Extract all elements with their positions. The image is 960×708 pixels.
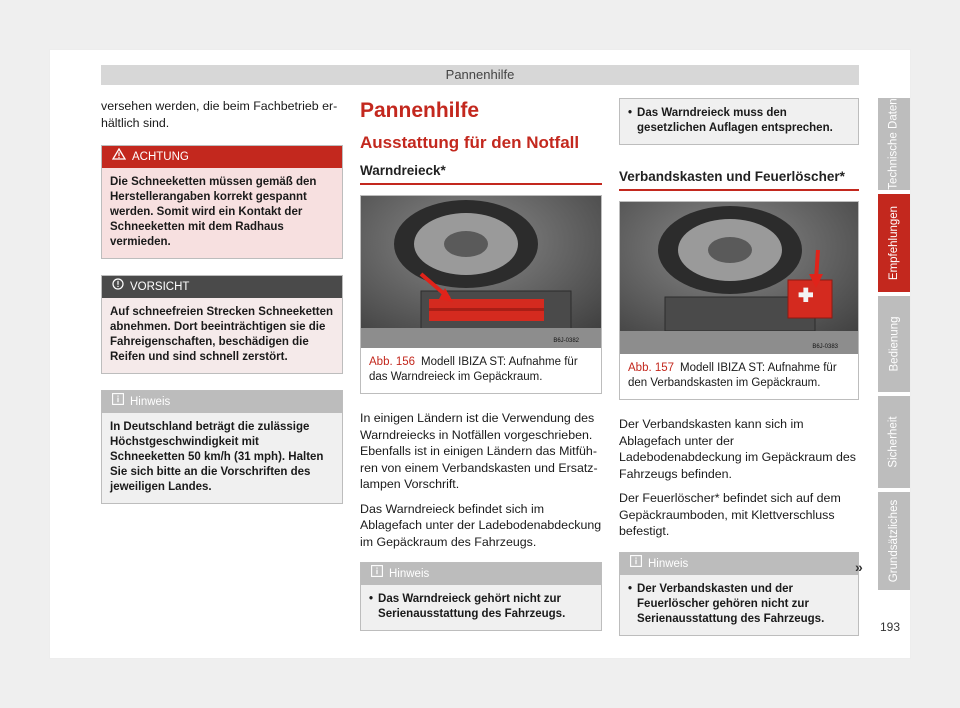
column-right	[619, 98, 859, 636]
vorsicht-text: Auf schneefreien Strecken Schneeketten abnehmen. Dort beeinträchtigen sie die Fahreigenschaften, beschädigen die Reifen und sind schnell zerstört.	[102, 298, 342, 373]
paragraph-warndreieck-2: Das Warndreieck befindet sich im Ablagefach unter der Ladebodenabdeckung im Gepäckraum des Fahrzeugs.	[360, 501, 602, 549]
hinweis-text-middle: Das Warndreieck gehört nicht zur Serienausstattung des Fahrzeugs.	[378, 593, 566, 620]
hinweis-box-right	[619, 552, 859, 636]
hinweis-item-right	[620, 575, 858, 635]
warndreieck-heading: Warndreieck*	[360, 163, 602, 185]
hinweis-item-middle	[361, 585, 601, 630]
hinweis-header-middle	[361, 563, 601, 585]
figure-157	[619, 201, 859, 400]
column-left	[101, 98, 343, 504]
vorsicht-header	[102, 276, 342, 298]
warndreieck-note-item	[620, 99, 858, 144]
hinweis-box-left	[101, 390, 343, 504]
info-icon	[630, 553, 642, 575]
achtung-header	[102, 146, 342, 168]
vorsicht-box	[101, 275, 343, 374]
figure-code-157: B6J-0383	[812, 344, 838, 350]
tab-grundsaetzliches[interactable]	[878, 492, 910, 590]
hinweis-label-left: Hinweis	[130, 396, 171, 408]
achtung-text: Die Schneeketten müssen gemäß den Herstellerangaben korrekt gespannt werden. Somit wird ein Kontakt der Schneeketten mit dem Radhaus vermieden.	[102, 168, 342, 258]
hinweis-text-left: In Deutschland beträgt die zulässige Höchstgeschwindigkeit mit Schneeketten 50 km/h (31 mph). Halten Sie sich bitte an die Vorschriften des jeweiligen Landes.	[102, 413, 342, 503]
tab-technische-daten[interactable]	[878, 98, 910, 190]
figure-code-156: B6J-0382	[553, 338, 579, 344]
hinweis-label-right: Hinweis	[648, 557, 689, 570]
figure-157-caption-text: Modell IBIZA ST: Aufnahme für den Verbandskasten im Gepäckraum.	[628, 362, 837, 389]
section-title: Pannenhilfe	[360, 99, 480, 122]
verbandskasten-heading: Verbandskasten und Feuerlöscher*	[619, 169, 859, 191]
column-middle	[360, 98, 602, 631]
warning-triangle-icon	[112, 146, 126, 168]
figure-156-caption	[361, 348, 601, 393]
tab-empfehlungen[interactable]	[878, 194, 910, 292]
section-subtitle: Ausstattung für den Notfall	[360, 133, 580, 152]
paragraph-verbandskasten-2: Der Feuerlöscher* befindet sich auf dem Gepäckraumboden, mit Klettverschluss befestigt.	[619, 491, 841, 538]
info-icon	[112, 391, 124, 413]
tab-sicherheit[interactable]	[878, 396, 910, 488]
info-icon	[371, 563, 383, 585]
page-number: 193	[880, 620, 901, 634]
bullet-mark: •	[628, 107, 633, 119]
vorsicht-label: VORSICHT	[130, 281, 190, 293]
figure-157-label: Abb. 157	[628, 362, 675, 374]
paragraph-warndreieck-1: In einigen Ländern ist die Verwendung des Warndreiecks in Notfällen vorgeschrieben. Ebenfalls ist in einigen Ländern das Mitführen von einem Verbandskasten und Ersatzlampen Vorschrift.	[360, 411, 598, 491]
hinweis-header-right	[620, 553, 858, 575]
tab-label: Empfehlungen	[888, 205, 901, 281]
hinweis-box-middle	[360, 562, 602, 631]
figure-157-caption	[620, 354, 858, 399]
achtung-label: ACHTUNG	[132, 151, 189, 163]
figure-156-caption-text: Modell IBIZA ST: Aufnahme für das Warndreieck im Gepäckraum.	[369, 356, 578, 383]
tab-bedienung[interactable]	[878, 296, 910, 392]
bullet-mark: •	[628, 582, 633, 595]
figure-156-label: Abb. 156	[369, 356, 416, 368]
caution-circle-icon	[112, 276, 124, 298]
bullet-mark: •	[369, 593, 374, 605]
hinweis-header-left	[102, 391, 342, 413]
figure-156	[360, 195, 602, 394]
intro-text: versehen werden, die beim Fachbetrieb erhältlich sind.	[101, 99, 338, 130]
running-header: Pannenhilfe	[101, 65, 859, 85]
tab-label: Sicherheit	[888, 416, 901, 468]
tab-label: Grundsätzliches	[888, 499, 900, 583]
tab-label: Technische Daten	[888, 98, 901, 190]
hinweis-label-middle: Hinweis	[389, 568, 430, 580]
paragraph-verbandskasten-1: Der Verbandskasten kann sich im Ablagefach unter der Ladebodenabdeckung im Gepäckraum des Fahrzeugs befinden.	[619, 417, 856, 481]
tab-label: Bedienung	[888, 316, 900, 372]
trunk-warning-triangle-image	[361, 196, 601, 348]
trunk-first-aid-kit-image	[620, 202, 858, 354]
continue-arrows: »	[855, 559, 863, 575]
warndreieck-note-box	[619, 98, 859, 145]
hinweis-text-right: Der Verbandskasten und der Feuerlöscher gehören nicht zur Serienausstattung des Fahrzeugs.	[637, 582, 825, 625]
warndreieck-note-text: Das Warndreieck muss den gesetzlichen Auflagen entsprechen.	[637, 107, 833, 134]
achtung-box	[101, 145, 343, 259]
